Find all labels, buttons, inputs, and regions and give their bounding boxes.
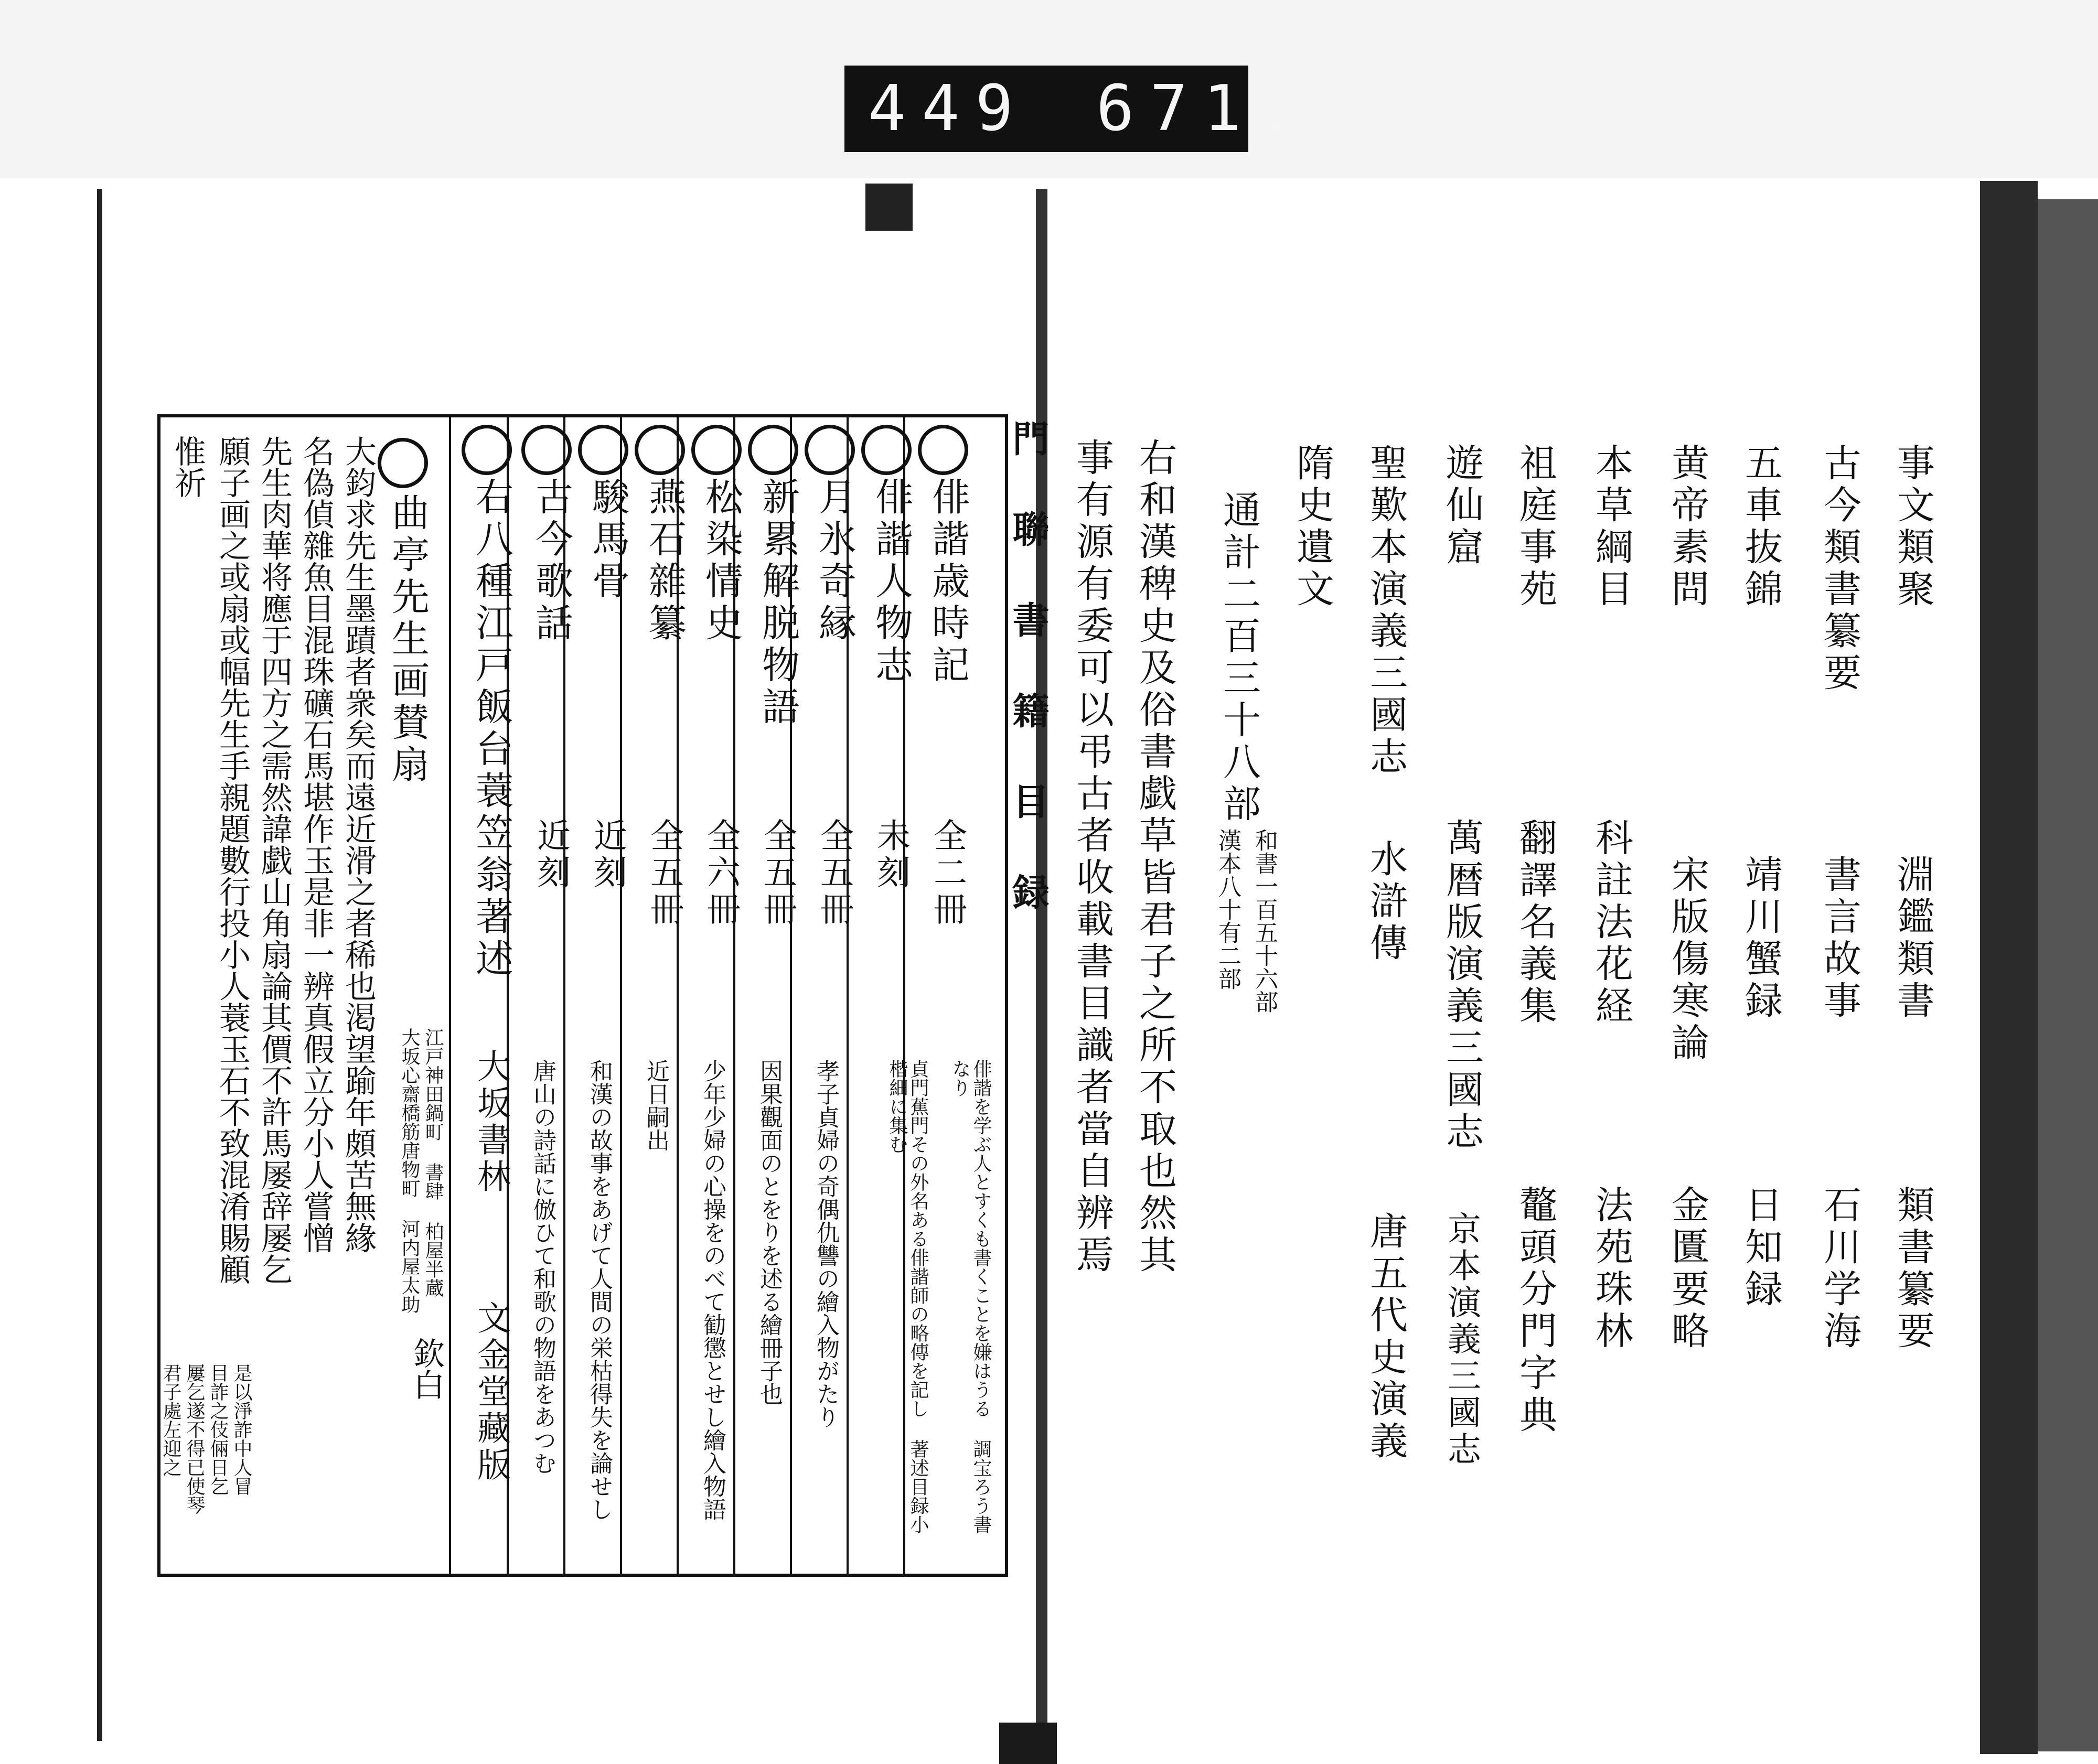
entry-circle-mark <box>378 438 428 488</box>
entry-circle-mark <box>691 425 742 475</box>
fan-ad-tail: 屢乞遂不得已使琴 <box>184 1363 205 1514</box>
catalog-item: 隋史遺文 <box>1290 443 1334 611</box>
catalog-item: 淵鑑類書 <box>1891 855 1935 1023</box>
catalog-item: 石川学海 <box>1817 1185 1861 1353</box>
catalog-number-plate <box>844 66 1311 152</box>
book-volumes: 全五冊 <box>758 818 797 928</box>
book-volumes: 全五冊 <box>645 818 683 928</box>
catalog-item: 京本演義三國志 <box>1442 1211 1481 1468</box>
fan-ad-title: 曲亭先生画賛扇 <box>386 493 430 787</box>
entry-circle-mark <box>635 425 685 475</box>
book-description: 俳諧を学ぶ人とすくも書くことを嫌はうる 調宝ろう書なり <box>949 1059 992 1534</box>
book-title: 松染情史 <box>699 477 743 645</box>
book-description: 貞門蕉門その外名ある俳諧師の略傳を記し 著述目録小楷細に集む <box>886 1059 929 1534</box>
catalog-item: 金匱要略 <box>1665 1185 1709 1353</box>
catalog-item: 法苑珠林 <box>1589 1185 1633 1353</box>
book-description: 因果觀面のとをりを述る繪冊子也 <box>756 1059 783 1405</box>
catalog-item: 日知録 <box>1739 1185 1783 1311</box>
book-volumes: 近刻 <box>588 818 627 891</box>
entry-circle-mark <box>748 425 798 475</box>
book-title: 駿馬骨 <box>586 477 630 603</box>
catalog-item: 唐五代史演義 <box>1364 1211 1408 1463</box>
catalog-item: 水滸傳 <box>1364 839 1408 965</box>
bookseller-address: 江戸神田鍋町 書肆 柏屋半蔵 <box>422 1028 444 1297</box>
book-title: 月氷奇縁 <box>812 477 857 645</box>
entry-circle-mark <box>578 425 628 475</box>
book-volumes: 全六冊 <box>701 818 740 928</box>
book-description: 唐山の詩話に倣ひて和歌の物語をあつむ <box>529 1059 556 1475</box>
entry-circle-mark <box>918 425 968 475</box>
catalog-item: 遊仙窟 <box>1440 443 1484 569</box>
catalog-breakdown: 和書一百五十六部 <box>1251 829 1278 1013</box>
book-description: 少年少婦の心操をのべて勧懲とせし繪入物語 <box>699 1059 726 1521</box>
fan-ad-line: 名偽偵雜魚目混珠礦石馬堪作玉是非一辨真假立分小人嘗憎 <box>298 435 335 1253</box>
catalog-item: 聖歎本演義三國志 <box>1364 443 1408 779</box>
bottom-tab <box>999 1723 1057 1764</box>
fan-ad-tail: 是以淨詐中人冒 <box>231 1363 252 1496</box>
catalog-item: 鼇頭分門字典 <box>1513 1185 1557 1437</box>
catalog-heading: 門 聯 書 籍 目 録 <box>1007 420 1050 915</box>
publisher-house: 文金堂藏版 <box>472 1300 510 1484</box>
entry-circle-mark <box>805 425 855 475</box>
publisher-name: 大坂書林 <box>472 1049 510 1196</box>
column-rule <box>449 417 451 1574</box>
catalog-item: 翻譯名義集 <box>1513 818 1557 1028</box>
entry-circle-mark <box>462 425 512 475</box>
catalog-total: 通計二百三十八部 <box>1217 490 1261 826</box>
bookseller-address: 大坂心齋橋筋唐物町 河内屋太助 <box>399 1028 420 1314</box>
catalog-item: 書言故事 <box>1817 855 1861 1023</box>
catalog-item: 五車抜錦 <box>1739 443 1783 611</box>
book-description: 近日嗣出 <box>643 1059 669 1152</box>
catalog-item: 萬暦版演義三國志 <box>1440 818 1484 1154</box>
page-edges <box>2038 199 2098 1751</box>
book-title: 新累解脱物語 <box>756 477 800 729</box>
fan-ad-line: 願子画之或扇或幅先生手親題數行投小人蓑玉石不致混淆賜顧 <box>214 435 251 1285</box>
fan-ad-tail: 君子處左迎之 <box>160 1363 181 1477</box>
book-description: 和漢の故事をあげて人間の栄枯得失を論せし <box>586 1059 613 1521</box>
book-title: 燕石雜纂 <box>643 477 687 645</box>
plate-number-right: 671. <box>1096 72 1311 145</box>
book-volumes: 未刻 <box>871 818 910 891</box>
catalog-item: 科註法花経 <box>1589 818 1633 1028</box>
catalog-item: 宋版傷寒論 <box>1665 855 1709 1064</box>
catalog-item: 類書纂要 <box>1891 1185 1935 1353</box>
book-volumes: 近刻 <box>531 818 570 891</box>
fan-ad-line: 惟祈 <box>169 435 206 498</box>
catalog-item: 靖川蟹録 <box>1739 855 1783 1023</box>
book-volumes: 全五冊 <box>815 818 853 928</box>
book-title: 俳諧人物志 <box>869 477 913 687</box>
catalog-note-line: 右和漢稗史及俗書戯草皆君子之所不取也然其 <box>1133 438 1177 1277</box>
book-title: 俳諧歳時記 <box>926 477 970 687</box>
catalog-item: 本草綱目 <box>1589 443 1633 611</box>
fan-ad-line: 大鈞求先生墨蹟者衆矣而遠近滑之者稀也渇望踰年頗苦無緣 <box>340 435 377 1253</box>
book-description: 孝子貞婦の奇偶仇讐の繪入物がたり <box>812 1059 839 1428</box>
book-title: 古今歌話 <box>529 477 573 645</box>
catalog-item: 事文類聚 <box>1891 443 1935 611</box>
fan-ad-line: 先生肉華将應于四方之需然諱戯山角扇論其價不許馬屡辞屡乞 <box>256 435 293 1285</box>
catalog-item: 古今類書纂要 <box>1817 443 1861 695</box>
fan-ad-tail: 目詐之伎倆日乞 <box>207 1363 229 1496</box>
catalog-item: 祖庭事苑 <box>1513 443 1557 611</box>
series-summary: 右八種江戸飯台蓑笠翁著述 <box>469 477 513 981</box>
book-volumes: 全二冊 <box>928 818 967 928</box>
signature: 欽白 <box>408 1337 445 1400</box>
catalog-note-line: 事有源有委可以弔古者收載書目識者當自辨焉 <box>1070 438 1114 1277</box>
catalog-item: 黄帝素問 <box>1665 443 1709 611</box>
catalog-breakdown: 漢本八十有二部 <box>1214 829 1241 990</box>
book-spine <box>1980 181 2038 1754</box>
binding-clip <box>865 184 913 231</box>
entry-circle-mark <box>861 425 912 475</box>
plate-number-left: 449 <box>868 72 1029 145</box>
entry-circle-mark <box>521 425 572 475</box>
